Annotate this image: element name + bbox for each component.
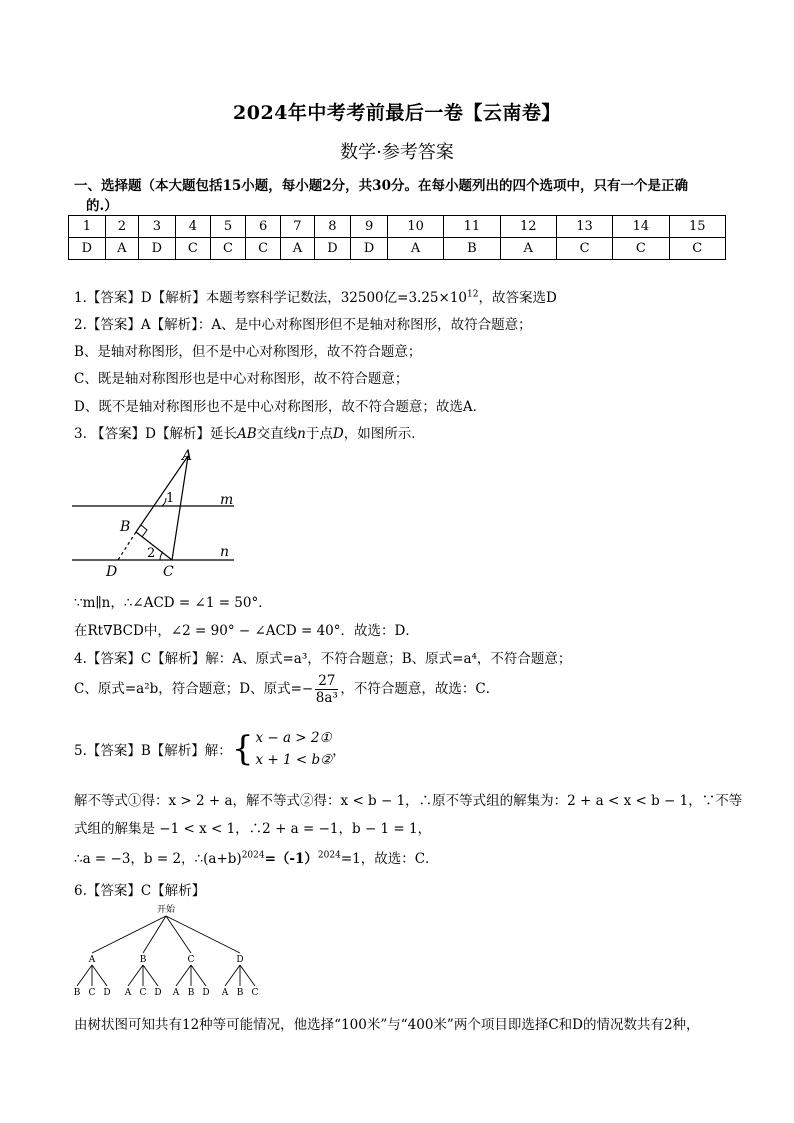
inequality-system: x − a > 2① x + 1 < b② [255, 730, 333, 768]
answer-table-number-cell: 3 [139, 216, 176, 238]
answer-table-answer-cell: C [669, 238, 725, 260]
page-title: 2024年中考考前最后一卷【云南卷】 [233, 102, 561, 124]
tree-leaf: B [187, 988, 195, 998]
tree-root: 开始 [156, 905, 176, 915]
q5-line-2: 解不等式①得：x > 2 + a，解不等式②得：x < b − 1，∴原不等式组的解集为：2 + a < x < b − 1，∵不等 [74, 793, 743, 809]
q4-fraction: $\frac{27}{\text{8a³}}$ [315, 673, 338, 706]
q5-line-3: 式组的解集是 −1 < x < 1，∴2 + a = −1，b − 1 = 1， [74, 821, 432, 837]
point-d-label: D [106, 564, 118, 580]
tree-leaf: D [154, 988, 162, 998]
tree-branch [240, 965, 255, 986]
q4-line-2: C、原式=a²b，符合题意；D、原式=− $\frac{27}{\text{8a³}}$ ，不符合题意，故选：C． [74, 673, 500, 706]
answer-table-number-cell: 7 [281, 216, 314, 238]
tree-leaf: C [251, 988, 259, 998]
answer-table-answer-cell: C [175, 238, 210, 260]
q3-line-1: 3. 【答案】D【解析】延长AB交直线n于点D，如图所示． [74, 426, 425, 442]
q6-line-1: 6.【答案】C【解析】 [74, 883, 206, 899]
tree-leaf: D [103, 988, 111, 998]
tree-branch [191, 965, 206, 986]
tree-node: C [187, 955, 195, 965]
tree-leaf: D [202, 988, 210, 998]
answer-table-answer-cell: D [314, 238, 351, 260]
point-a-label: A [182, 448, 193, 464]
angle-2-label: 2 [147, 546, 156, 561]
tree-leaf: A [124, 988, 132, 998]
answer-table-number-cell: 10 [387, 216, 443, 238]
section-heading: 一、选择题（本大题包括15小题，每小题2分，共30分。在每小题列出的四个选项中，只有一个是正确 的.） [74, 178, 688, 214]
tree-leaf: B [236, 988, 244, 998]
tree-leaf: C [88, 988, 96, 998]
answer-table-answer-cell: A [387, 238, 443, 260]
answer-table-answer-cell: C [613, 238, 669, 260]
answer-table-number-cell: 1 [69, 216, 106, 238]
answer-table-number-cell: 4 [175, 216, 210, 238]
answer-table-answer-row [69, 238, 726, 260]
answer-table-answer-cell: A [281, 238, 314, 260]
answer-table-number-cell: 2 [105, 216, 138, 238]
page-subtitle: 数学·参考答案 [340, 142, 454, 163]
tree-node: B [139, 955, 147, 965]
answer-table-answer-cell: A [105, 238, 138, 260]
answer-table-number-cell: 13 [556, 216, 612, 238]
answer-table [68, 215, 726, 260]
q2-line-2: B、是轴对称图形，但不是中心对称图形，故不符合题意； [74, 344, 422, 360]
tree-leaf: C [139, 988, 147, 998]
answer-table-number-cell: 9 [351, 216, 388, 238]
answer-table-answer-cell: C [246, 238, 281, 260]
tree-branch [176, 965, 191, 986]
q3-line-2: ∵m∥n，∴∠ACD = ∠1 = 50°． [74, 595, 272, 611]
tree-branch [225, 965, 240, 986]
answer-table-number-cell: 6 [246, 216, 281, 238]
q5-line-4: ∴a = −3，b = 2，$\therefore(a+b)^{2024}=(-1)^{2024}=1$，故选：C． [74, 850, 439, 867]
q4-line-1: 4.【答案】C【解析】解：A、原式=a³，不符合题意；B、原式=a⁴，不符合题意； [74, 651, 572, 667]
tree-node: D [236, 955, 244, 965]
q6-conclusion: 由树状图可知共有12种等可能情况，他选择“100米”与“400米”两个项目即选择C和D的情况数共有2种， [74, 1017, 700, 1033]
tree-leaf: B [73, 988, 81, 998]
answer-table-answer-cell: D [69, 238, 106, 260]
q2-line-4: D、既不是轴对称图形也不是中心对称图形，故不符合题意；故选A． [74, 399, 487, 415]
q2-line-1: 2.【答案】A【解析】：A、是中心对称图形但不是轴对称图形，故符合题意； [74, 317, 532, 333]
q5-line-1: 5.【答案】B【解析】解：{ x − a > 2① x + 1 < b② ， [74, 729, 346, 769]
answer-table-number-cell: 5 [210, 216, 245, 238]
answer-table-answer-cell: A [500, 238, 556, 260]
tree-branch [143, 965, 158, 986]
point-b-label: B [120, 519, 131, 535]
answer-table-number-cell: 14 [613, 216, 669, 238]
answer-table-answer-cell: C [556, 238, 612, 260]
angle-1-label: 1 [166, 491, 175, 506]
answer-table-answer-cell: B [444, 238, 500, 260]
tree-branch [166, 916, 191, 953]
tree-branch [128, 965, 143, 986]
tree-branch [77, 965, 92, 986]
line-m-label: m [220, 492, 234, 508]
point-c-label: C [163, 564, 174, 580]
tree-leaf: A [172, 988, 180, 998]
answer-table-number-cell: 11 [444, 216, 500, 238]
answer-table-answer-cell: D [351, 238, 388, 260]
answer-table-answer-cell: D [139, 238, 176, 260]
answer-table-answer-cell: C [210, 238, 245, 260]
answer-table-number-cell: 12 [500, 216, 556, 238]
line-n-label: n [220, 544, 230, 560]
q2-line-3: C、既是轴对称图形也是中心对称图形，故不符合题意； [74, 371, 409, 387]
answer-table-number-cell: 15 [669, 216, 725, 238]
tree-leaf: A [221, 988, 229, 998]
q3-geometry-figure [68, 444, 248, 582]
tree-branch [92, 965, 107, 986]
tree-branch [166, 916, 240, 953]
answer-table-number-cell: 8 [314, 216, 351, 238]
answer-table-number-row [69, 216, 726, 238]
q3-line-3: 在Rt∇BCD中，∠2 = 90° − ∠ACD = 40°．故选：D． [74, 623, 419, 639]
system-brace: { [231, 729, 254, 769]
tree-node: A [88, 955, 96, 965]
q1-line: 1.【答案】D【解析】本题考察科学记数法，32500亿$=3.25\times 10^{12}$，故答案选D [74, 289, 557, 306]
tree-diagram [66, 902, 276, 1002]
